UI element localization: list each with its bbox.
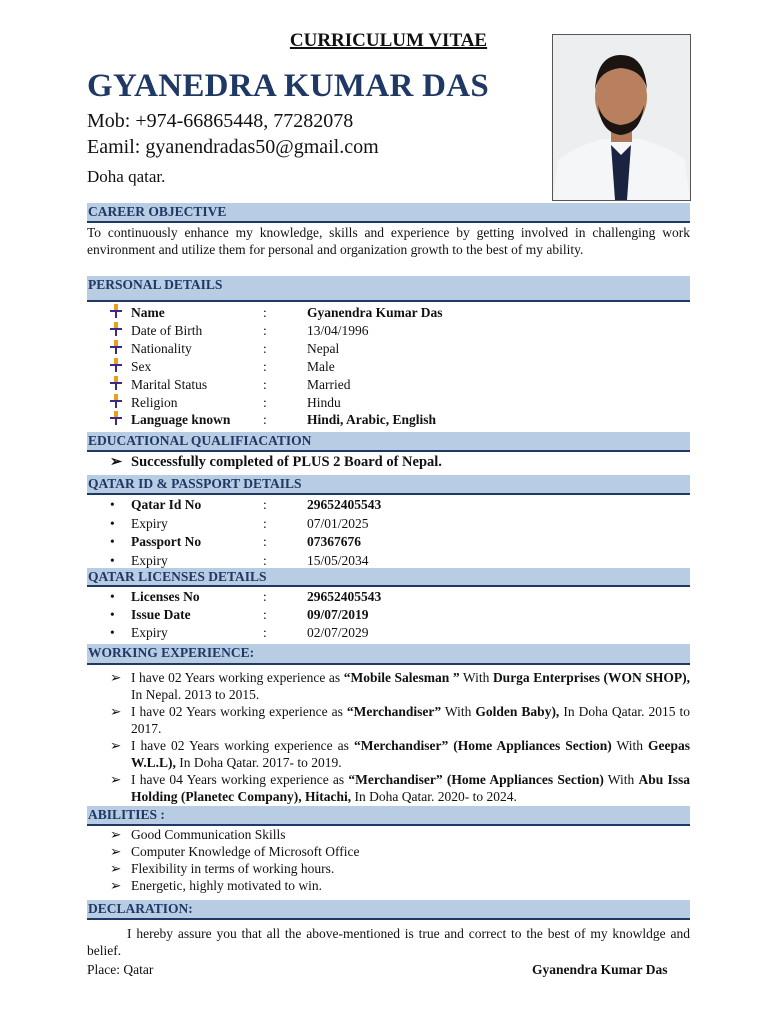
- experience-heading: WORKING EXPERIENCE:: [87, 644, 690, 665]
- detail-label: Passport No: [131, 534, 202, 549]
- colon: :: [263, 497, 267, 512]
- detail-label: Date of Birth: [131, 322, 203, 338]
- colon: :: [263, 340, 267, 356]
- detail-label: Expiry: [131, 624, 168, 640]
- detail-label: Licenses No: [131, 589, 200, 604]
- colon: :: [263, 589, 267, 604]
- abilities-heading: ABILITIES :: [87, 806, 690, 826]
- detail-value: 09/07/2019: [307, 606, 369, 622]
- ability-item: ➢ Flexibility in terms of working hours.: [110, 861, 335, 876]
- detail-row: [110, 588, 670, 606]
- colon: :: [263, 534, 267, 549]
- colon: :: [263, 376, 267, 392]
- place: Place: Qatar: [87, 962, 154, 977]
- pin-bullet-icon: [110, 340, 124, 359]
- arrow-bullet-icon: ➢: [110, 670, 122, 685]
- bullet-icon: •: [110, 534, 115, 549]
- detail-value: 02/07/2029: [307, 624, 369, 640]
- detail-label: Expiry: [131, 552, 168, 568]
- detail-label: Sex: [131, 358, 152, 374]
- detail-value: 07367676: [307, 534, 361, 549]
- personal-details-heading: PERSONAL DETAILS: [87, 276, 690, 302]
- detail-label: Expiry: [131, 515, 168, 531]
- pin-bullet-icon: [110, 358, 124, 377]
- ability-item: ➢ Computer Knowledge of Microsoft Office: [110, 844, 360, 859]
- detail-row: [110, 533, 670, 551]
- detail-row: [110, 358, 670, 376]
- detail-row: [110, 304, 670, 322]
- colon: :: [263, 322, 267, 338]
- experience-list: [110, 669, 690, 805]
- arrow-bullet-icon: ➢: [110, 454, 123, 470]
- mobile: Mob: +974-66865448, 77282078: [87, 110, 354, 132]
- licenses-heading: QATAR LICENSES DETAILS: [87, 568, 690, 587]
- arrow-bullet-icon: ➢: [110, 738, 122, 753]
- profile-photo: [552, 34, 691, 201]
- pin-bullet-icon: [110, 394, 124, 413]
- arrow-bullet-icon: ➢: [110, 704, 122, 719]
- pin-bullet-icon: [110, 304, 124, 323]
- detail-row: [110, 411, 670, 429]
- detail-value: Married: [307, 376, 351, 392]
- arrow-bullet-icon: ➢: [110, 844, 122, 859]
- pin-bullet-icon: [110, 411, 124, 430]
- detail-value: Male: [307, 358, 335, 374]
- education-item: ➢ Successfully completed of PLUS 2 Board of Nepal.: [110, 454, 442, 470]
- bullet-icon: •: [110, 552, 115, 568]
- colon: :: [263, 358, 267, 374]
- detail-value: 29652405543: [307, 589, 382, 604]
- bullet-icon: •: [110, 589, 115, 604]
- experience-item: ➢ I have 02 Years working experience as “Mobile Salesman ” With Durga Enterprises (WON SHOP), In Nepal. 2013 to 2015.: [110, 670, 690, 702]
- detail-value: Gyanendra Kumar Das: [307, 305, 443, 320]
- detail-value: 29652405543: [307, 497, 382, 512]
- detail-label: Marital Status: [131, 376, 208, 392]
- abilities-list: [110, 826, 690, 894]
- pin-bullet-icon: [110, 376, 124, 395]
- arrow-bullet-icon: ➢: [110, 861, 122, 876]
- declaration-text: I hereby assure you that all the above-mentioned is true and correct to the best of my knowldge and belief.: [87, 926, 690, 958]
- declaration-heading: DECLARATION:: [87, 900, 690, 920]
- colon: :: [263, 552, 267, 568]
- detail-value: 15/05/2034: [307, 552, 369, 568]
- document-title: CURRICULUM VITAE: [289, 30, 488, 51]
- arrow-bullet-icon: ➢: [110, 878, 122, 893]
- email: Eamil: gyanendradas50@gmail.com: [87, 136, 379, 158]
- bullet-icon: •: [110, 497, 115, 512]
- detail-row: [110, 376, 670, 394]
- career-objective-heading: CAREER OBJECTIVE: [87, 203, 690, 223]
- colon: :: [263, 412, 267, 428]
- candidate-name: GYANEDRA KUMAR DAS: [87, 68, 490, 104]
- colon: :: [263, 606, 267, 622]
- detail-row: [110, 624, 670, 642]
- colon: :: [263, 394, 267, 410]
- detail-value: Hindi, Arabic, English: [307, 412, 437, 428]
- detail-value: 13/04/1996: [307, 322, 369, 338]
- detail-row: [110, 606, 670, 624]
- pin-bullet-icon: [110, 322, 124, 341]
- education-heading: EDUCATIONAL QUALIFIACATION: [87, 432, 690, 452]
- detail-label: Language known: [131, 412, 231, 428]
- detail-label: Name: [131, 305, 165, 320]
- arrow-bullet-icon: ➢: [110, 772, 122, 787]
- detail-row: [110, 496, 670, 514]
- detail-row: [110, 394, 670, 412]
- detail-value: 07/01/2025: [307, 515, 369, 531]
- career-objective-text: To continuously enhance my knowledge, skills and experience by getting involved in challenging work environment and utilize them for personal and organization growth to the best of my ability.: [87, 225, 690, 257]
- bullet-icon: •: [110, 624, 115, 640]
- location: Doha qatar.: [87, 167, 166, 186]
- detail-label: Nationality: [131, 340, 192, 356]
- detail-label: Religion: [131, 394, 178, 410]
- bullet-icon: •: [110, 606, 115, 622]
- qatar-id-heading: QATAR ID & PASSPORT DETAILS: [87, 475, 690, 495]
- ability-item: ➢ Good Communication Skills: [110, 827, 286, 842]
- colon: :: [263, 624, 267, 640]
- arrow-bullet-icon: ➢: [110, 827, 122, 842]
- detail-row: [110, 552, 670, 570]
- detail-value: Hindu: [307, 394, 341, 410]
- ability-item: ➢ Energetic, highly motivated to win.: [110, 878, 322, 893]
- detail-label: Qatar Id No: [131, 497, 202, 512]
- colon: :: [263, 515, 267, 531]
- detail-label: Issue Date: [131, 606, 191, 622]
- bullet-icon: •: [110, 515, 115, 531]
- signature-name: Gyanendra Kumar Das: [532, 962, 668, 977]
- detail-row: [110, 340, 670, 358]
- experience-item: ➢ I have 02 Years working experience as “Merchandiser” (Home Appliances Section) With Geepas W.L.L), In Doha Qatar. 2017- to 2019.: [110, 738, 690, 770]
- experience-item: ➢ I have 02 Years working experience as “Merchandiser” With Golden Baby), In Doha Qatar. 2015 to 2017.: [110, 704, 690, 736]
- detail-row: [110, 515, 670, 533]
- experience-item: ➢ I have 04 Years working experience as “Merchandiser” (Home Appliances Section) With Abu Issa Holding (Planetec Company), Hitachi, In Doha Qatar. 2020- to 2024.: [110, 772, 691, 804]
- detail-value: Nepal: [307, 340, 340, 356]
- detail-row: [110, 322, 670, 340]
- colon: :: [263, 305, 267, 320]
